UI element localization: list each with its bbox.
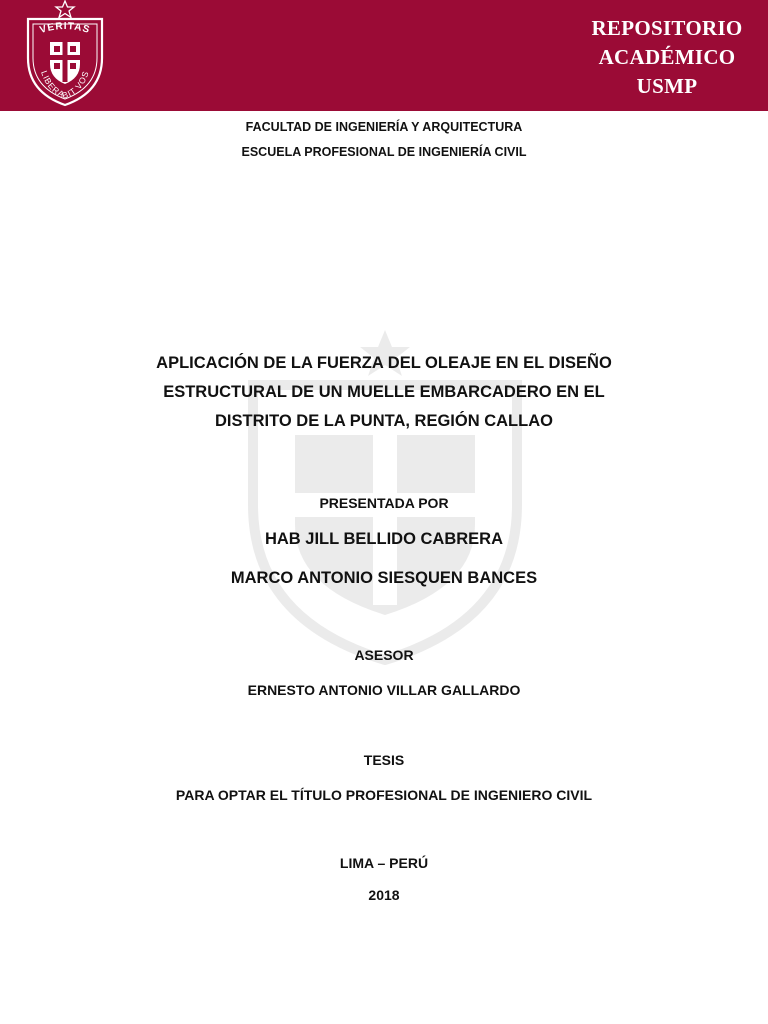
degree-text: PARA OPTAR EL TÍTULO PROFESIONAL DE INGENIERO CIVIL xyxy=(175,787,593,803)
repository-line-1: REPOSITORIO xyxy=(591,16,743,40)
advisor-name: ERNESTO ANTONIO VILLAR GALLARDO xyxy=(247,682,521,698)
author-2: MARCO ANTONIO SIESQUEN BANCES xyxy=(230,569,538,587)
header-banner xyxy=(0,0,768,111)
thesis-title-line-2: ESTRUCTURAL DE UN MUELLE EMBARCADERO EN EL xyxy=(163,383,605,401)
year: 2018 xyxy=(368,887,400,903)
presented-by-label: PRESENTADA POR xyxy=(319,495,449,511)
logo-motto-top: VERITAS xyxy=(38,20,92,37)
thesis-title-line-1: APLICACIÓN DE LA FUERZA DEL OLEAJE EN EL DISEÑO xyxy=(156,354,612,372)
repository-line-3: USMP xyxy=(636,74,698,98)
thesis-label: TESIS xyxy=(363,752,405,768)
star-icon xyxy=(56,1,74,18)
repository-line-2: ACADÉMICO xyxy=(598,45,736,69)
repository-title xyxy=(582,14,752,101)
logo-motto-bottom: LIBERABIT VOS xyxy=(39,69,91,101)
place: LIMA – PERÚ xyxy=(339,855,429,871)
advisor-label: ASESOR xyxy=(354,647,414,663)
thesis-title-line-3: DISTRITO DE LA PUNTA, REGIÓN CALLAO xyxy=(215,412,553,430)
usmp-shield-logo xyxy=(20,0,110,108)
author-1: HAB JILL BELLIDO CABRERA xyxy=(264,530,504,548)
svg-text:VERITAS xyxy=(38,21,91,36)
school-name: ESCUELA PROFESIONAL DE INGENIERÍA CIVIL xyxy=(241,145,527,159)
cross-emblem-icon xyxy=(50,42,80,84)
faculty-name: FACULTAD DE INGENIERÍA Y ARQUITECTURA xyxy=(245,120,523,134)
